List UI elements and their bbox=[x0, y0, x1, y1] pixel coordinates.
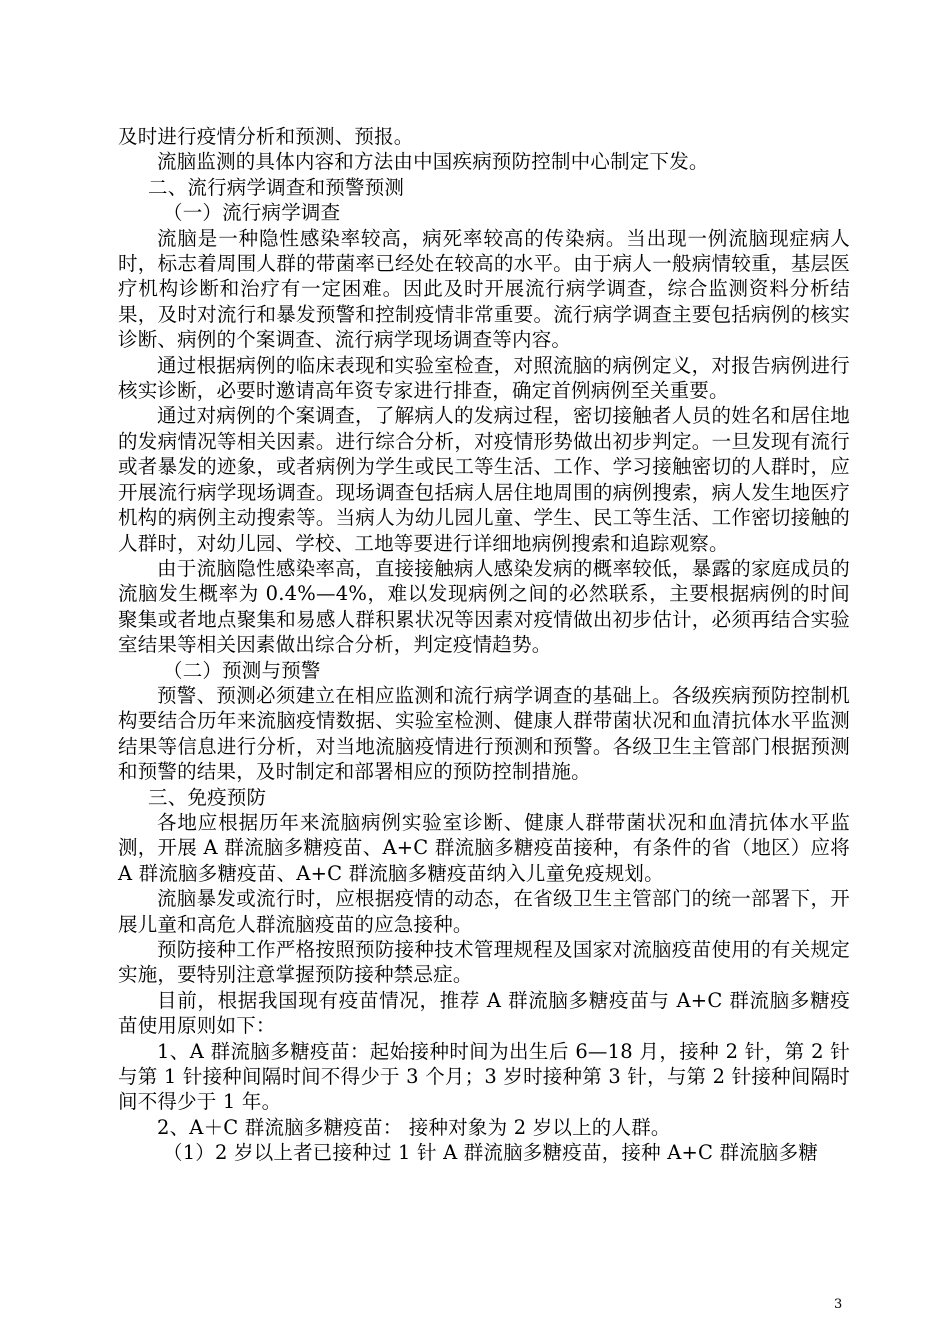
paragraph: 目前，根据我国现有疫苗情况，推荐 A 群流脑多糖疫苗与 A+C 群流脑多糖疫苗使用原则如下： bbox=[118, 988, 850, 1038]
paragraph: 流脑监测的具体内容和方法由中国疾病预防控制中心制定下发。 bbox=[157, 150, 709, 174]
list-item: 2、A＋C 群流脑多糖疫苗： 接种对象为 2 岁以上的人群。 bbox=[157, 1115, 671, 1139]
paragraph: 预防接种工作严格按照预防接种技术管理规程及国家对流脑疫苗使用的有关规定实施，要特别注意掌握预防接种禁忌症。 bbox=[118, 938, 850, 987]
paragraph: 流脑是一种隐性感染率较高，病死率较高的传染病。当出现一例流脑现症病人时，标志着周围人群的带菌率已经处在较高的水平。由于病人一般病情较重，基层医疗机构诊断和治疗有一定困难。因此及时开展流行病学调查，综合监测资料分析结果，及时对流行和暴发预警和控制疫情非常重要。流行病学调查主要包括病例的核实诊断、病例的个案调查、流行病学现场调查等内容。 bbox=[118, 226, 850, 352]
paragraph: 流脑暴发或流行时，应根据疫情的动态，在省级卫生主管部门的统一部署下，开展儿童和高危人群流脑疫苗的应急接种。 bbox=[118, 887, 850, 936]
paragraph: 各地应根据历年来流脑病例实验室诊断、健康人群带菌状况和血清抗体水平监测，开展 A 群流脑多糖疫苗、A+C 群流脑多糖疫苗接种，有条件的省（地区）应将 A 群流脑多糖疫苗、A+C 群流脑多糖疫苗纳入儿童免疫规划。 bbox=[118, 810, 850, 885]
section-heading: 三、免疫预防 bbox=[148, 785, 267, 809]
paragraph: 通过根据病例的临床表现和实验室检查，对照流脑的病例定义，对报告病例进行核实诊断，必要时邀请高年资专家进行排查，确定首例病例至关重要。 bbox=[118, 353, 850, 403]
subsection-heading: （一）流行病学调查 bbox=[163, 201, 341, 225]
paragraph: 通过对病例的个案调查，了解病人的发病过程，密切接触者人员的姓名和居住地的发病情况等相关因素。进行综合分析，对疫情形势做出初步判定。一旦发现有流行或者暴发的迹象，或者病例为学生或民工等生活、工作、学习接触密切的人群时，应开展流行病学现场调查。现场调查包括病人居住地周围的病例搜索，病人发生地医疗机构的病例主动搜索等。当病人为幼儿园儿童、学生、民工等生活、工作密切接触的人群时，对幼儿园、学校、工地等要进行详细地病例搜索和追踪观察。 bbox=[118, 404, 850, 555]
paragraph: 预警、预测必须建立在相应监测和流行病学调查的基础上。各级疾病预防控制机构要结合历年来流脑疫情数据、实验室检测、健康人群带菌状况和血清抗体水平监测结果等信息进行分析，对当地流脑疫情进行预测和预警。各级卫生主管部门根据预测和预警的结果，及时制定和部署相应的预防控制措施。 bbox=[118, 683, 850, 784]
section-heading: 二、流行病学调查和预警预测 bbox=[148, 175, 405, 199]
page-number: 3 bbox=[834, 1297, 843, 1312]
document-body bbox=[118, 124, 850, 1166]
subsection-heading: （二）预测与预警 bbox=[163, 658, 321, 682]
paragraph: 由于流脑隐性感染率高，直接接触病人感染发病的概率较低，暴露的家庭成员的流脑发生概率为 0.4%—4%，难以发现病例之间的必然联系，主要根据病例的时间聚集或者地点聚集和易感人群积累状况等因素对疫情做出初步估计，必须再结合实验室结果等相关因素做出综合分析，判定疫情趋势。 bbox=[118, 556, 850, 657]
paragraph: 及时进行疫情分析和预测、预报。 bbox=[118, 125, 414, 148]
list-item: （1）2 岁以上者已接种过 1 针 A 群流脑多糖疫苗，接种 A+C 群流脑多糖 bbox=[163, 1141, 819, 1165]
list-item: 1、A 群流脑多糖疫苗：起始接种时间为出生后 6—18 月，接种 2 针，第 2 针与第 1 针接种间隔时间不得少于 3 个月；3 岁时接种第 3 针，与第 2 针接种间隔时间不得少于 1 年。 bbox=[118, 1039, 850, 1114]
